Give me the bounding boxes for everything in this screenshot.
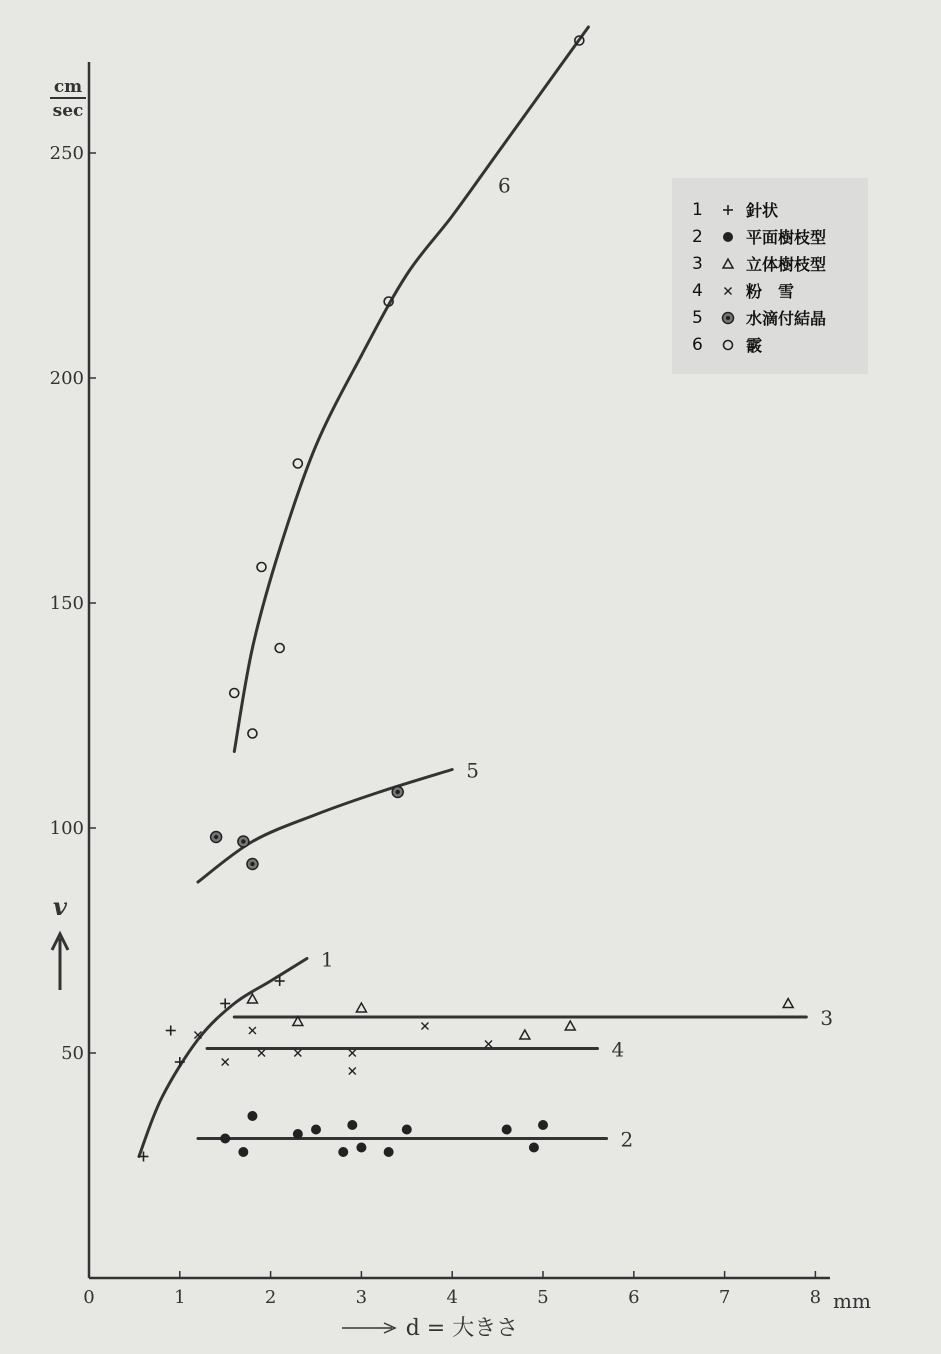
- y-tick-label: 100: [49, 818, 84, 839]
- point-2: [347, 1120, 357, 1130]
- point-2: [538, 1120, 548, 1130]
- point-6: [275, 644, 284, 653]
- curve-label-2: 2: [620, 1127, 634, 1152]
- point-2: [293, 1129, 303, 1139]
- point-4: [349, 1050, 356, 1057]
- x-tick-label: 8: [809, 1287, 822, 1308]
- point-2: [338, 1147, 348, 1157]
- legend-marker-shape: [725, 287, 732, 294]
- point-6: [248, 729, 257, 738]
- y-axis-label: v: [53, 892, 67, 921]
- legend-marker: [714, 337, 742, 353]
- x-tick-label: 7: [718, 1287, 731, 1308]
- point-6: [293, 459, 302, 468]
- legend-number: 2: [692, 226, 703, 247]
- legend-item-5: [692, 304, 868, 331]
- legend-item-6: [692, 331, 868, 358]
- point-3: [356, 1003, 366, 1012]
- point-6: [257, 563, 266, 572]
- legend-label: 粉 雪: [746, 282, 795, 301]
- legend-number: 5: [692, 307, 703, 328]
- curve-6: [234, 27, 588, 752]
- legend: [672, 178, 868, 374]
- x-tick-label: 3: [355, 1287, 368, 1308]
- legend-marker-shape: [724, 340, 733, 349]
- x-tick-label: 5: [537, 1287, 549, 1308]
- x-tick-label: 0: [83, 1287, 95, 1308]
- point-6: [230, 689, 239, 698]
- curve-label-1: 1: [320, 947, 334, 972]
- legend-marker: [714, 256, 742, 272]
- y-tick-label: 150: [49, 593, 84, 614]
- legend-label: 水滴付結晶: [746, 309, 827, 328]
- legend-item-1: [692, 196, 868, 223]
- point-4: [222, 1059, 229, 1066]
- legend-marker: [714, 229, 742, 245]
- point-4: [249, 1027, 256, 1034]
- y-unit-top: cm: [53, 77, 83, 97]
- legend-marker-shape: [723, 232, 733, 242]
- point-3: [565, 1021, 575, 1030]
- curve-label-5: 5: [466, 758, 479, 783]
- point-2: [502, 1125, 512, 1135]
- point-5: [211, 832, 222, 843]
- x-tick-label: 1: [174, 1287, 186, 1308]
- legend-number: 1: [692, 199, 703, 220]
- point-3: [247, 994, 257, 1003]
- legend-label: 平面樹枝型: [746, 228, 827, 247]
- curve-label-4: 4: [611, 1037, 625, 1062]
- legend-label: 針状: [746, 201, 779, 220]
- curve-1: [139, 959, 307, 1157]
- x-tick-label: 6: [628, 1287, 640, 1308]
- point-4: [485, 1041, 492, 1048]
- point-2: [384, 1147, 394, 1157]
- legend-marker: [714, 202, 742, 218]
- point-5: [238, 836, 249, 847]
- x-tick-label: 4: [446, 1287, 458, 1308]
- point-2: [402, 1125, 412, 1135]
- legend-number: 6: [692, 334, 703, 355]
- legend-marker-shape: [723, 259, 733, 268]
- point-4: [421, 1023, 428, 1030]
- curve-label-3: 3: [820, 1006, 834, 1030]
- curve-5: [198, 770, 452, 883]
- y-tick-label: 200: [49, 368, 84, 389]
- legend-marker-shape: [723, 205, 733, 215]
- y-unit-bottom: sec: [52, 101, 84, 121]
- point-2: [247, 1111, 257, 1121]
- legend-number: 4: [692, 280, 703, 301]
- point-3: [783, 999, 793, 1008]
- point-5: [247, 859, 258, 870]
- legend-item-3: [692, 250, 868, 277]
- point-4: [258, 1050, 265, 1057]
- legend-label: 立体樹枝型: [746, 255, 827, 274]
- y-tick-label: 50: [61, 1043, 84, 1064]
- x-tick-label: 2: [264, 1287, 277, 1308]
- point-4: [294, 1050, 301, 1057]
- legend-item-2: [692, 223, 868, 250]
- legend-number: 3: [692, 253, 703, 274]
- point-2: [238, 1147, 248, 1157]
- point-4: [349, 1068, 356, 1075]
- point-2: [356, 1143, 366, 1153]
- legend-marker: [714, 310, 742, 326]
- y-tick-label: 250: [49, 143, 84, 164]
- legend-label: 霰: [746, 336, 763, 355]
- point-5: [392, 787, 403, 798]
- point-3: [520, 1030, 530, 1039]
- point-2: [529, 1143, 539, 1153]
- curve-label-6: 6: [498, 173, 511, 198]
- legend-marker-shape: [723, 312, 734, 323]
- x-axis-label: d = 大きさ: [405, 1316, 519, 1341]
- legend-marker: [714, 283, 742, 299]
- point-1: [166, 1026, 176, 1036]
- point-2: [311, 1125, 321, 1135]
- legend-item-4: [692, 277, 868, 304]
- point-2: [220, 1134, 230, 1144]
- x-unit-label: mm: [833, 1289, 871, 1313]
